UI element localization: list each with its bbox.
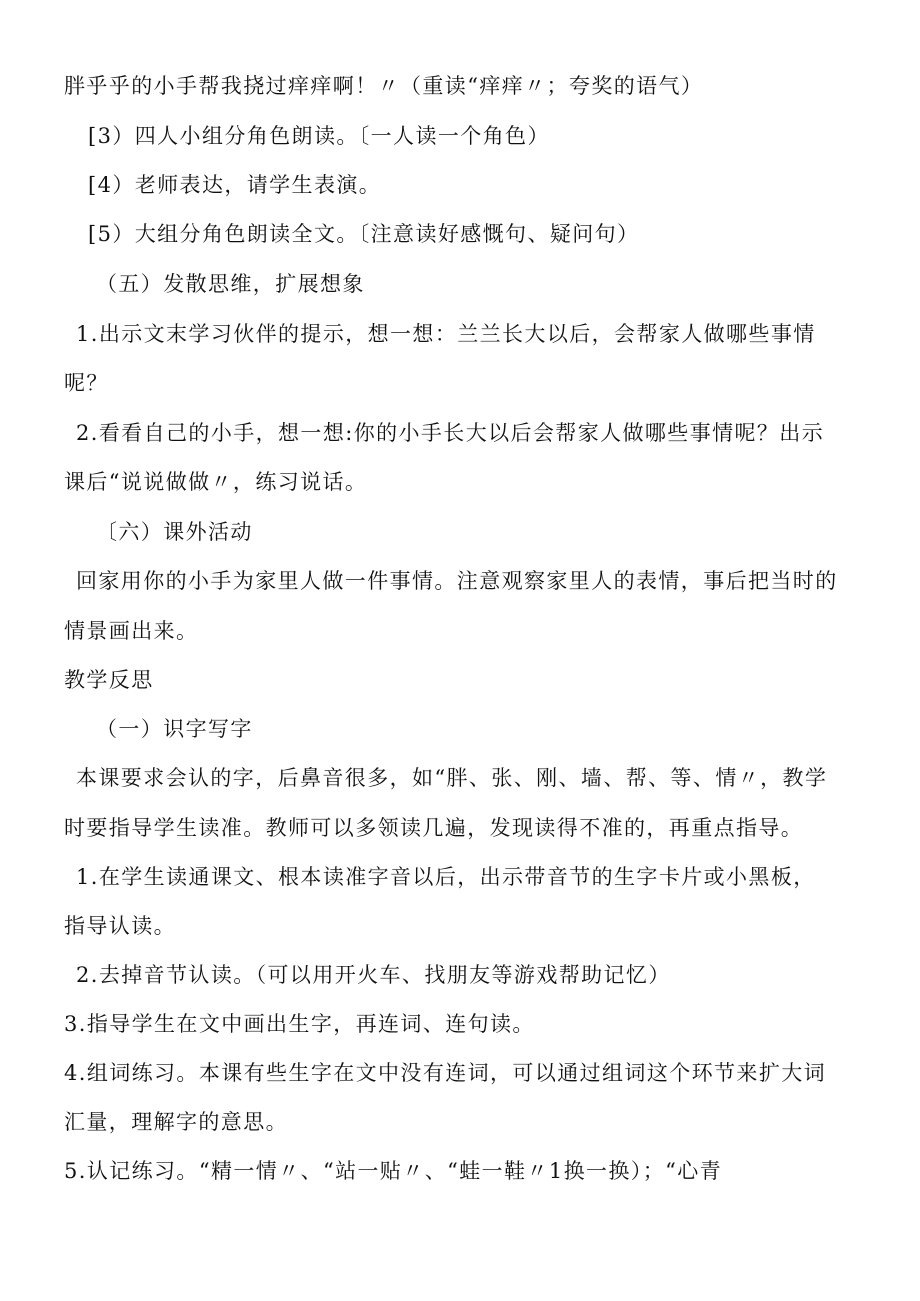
- text-line: 回家用你的小手为家里人做一件事情。注意观察家里人的表情，事后把当时的: [76, 569, 838, 593]
- text-line: 5.认记练习。“精一情〃、“站一贴〃、“蛙一鞋〃1换一换）；“心青: [64, 1159, 723, 1183]
- text-line: 汇量，理解字的意思。: [64, 1110, 288, 1134]
- text-line: [3）四人小组分角色朗读。〔一人读一个角色）: [88, 124, 550, 148]
- text-line: 本课要求会认的字，后鼻音很多，如“胖、张、刚、墙、帮、等、情〃，教学: [76, 766, 828, 790]
- text-line: 4.组词练习。本课有些生字在文中没有连词，可以通过组词这个环节来扩大词: [64, 1061, 827, 1085]
- text-line: 时要指导学生读准。教师可以多领读几遍，发现读得不准的，再重点指导。: [64, 816, 804, 840]
- text-line: 呢？: [64, 371, 109, 395]
- section-heading: （一）识字写字: [96, 717, 253, 741]
- text-line: 1.在学生读通课文、根本读准字音以后，出示带音节的生字卡片或小黑板，: [76, 865, 816, 889]
- text-line: 情景画出来。: [64, 619, 199, 643]
- section-heading: （五）发散思维，扩展想象: [96, 272, 365, 296]
- text-line: 课后“说说做做〃，练习说话。: [64, 470, 368, 494]
- text-line: 1.出示文末学习伙伴的提示，想一想：兰兰长大以后，会帮家人做哪些事情: [76, 322, 816, 346]
- text-line: 胖乎乎的小手帮我挠过痒痒啊！〃（重读“痒痒〃；夸奖的语气）: [64, 74, 704, 98]
- text-line: 2.看看自己的小手，想一想:你的小手长大以后会帮家人做哪些事情呢？出示: [76, 421, 825, 445]
- text-line: 3.指导学生在文中画出生字，再连词、连句读。: [64, 1012, 535, 1036]
- section-heading: 教学反思: [64, 668, 154, 692]
- text-line: [4）老师表达，请学生表演。: [88, 173, 382, 197]
- text-line: [5）大组分角色朗读全文。〔注意读好感慨句、疑问句）: [88, 222, 640, 246]
- text-line: 指导认读。: [64, 914, 176, 938]
- text-line: 2.去掉音节认读。（可以用开火车、找朋友等游戏帮助记忆）: [76, 963, 671, 987]
- section-heading: 〔六）课外活动: [96, 520, 253, 544]
